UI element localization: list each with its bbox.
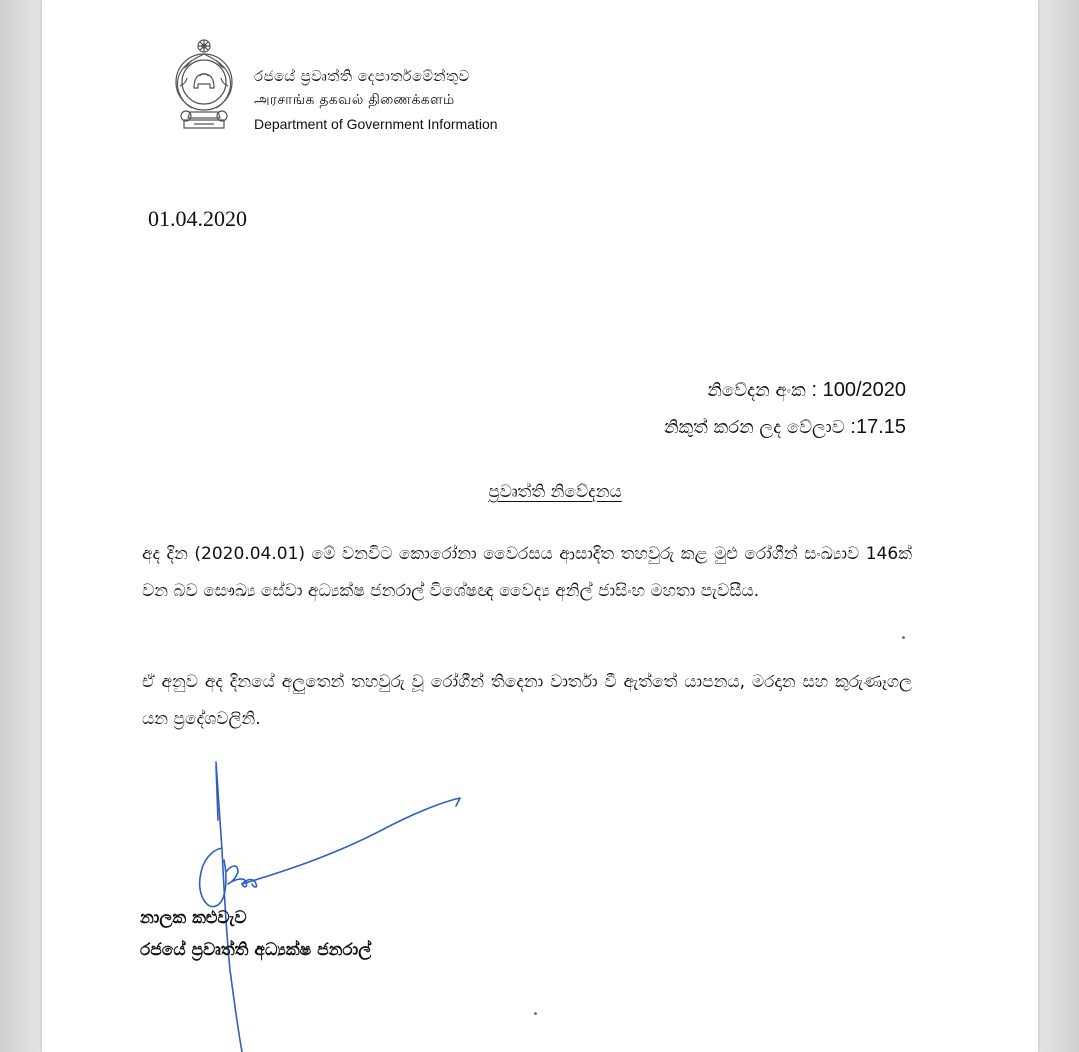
document-page bbox=[42, 0, 1038, 1052]
issued-time-value: :17.15 bbox=[850, 416, 906, 438]
document-heading: ප්‍රවෘත්ති නිවේදනය bbox=[488, 482, 622, 502]
body-paragraph-2: ඒ අනුව අද දිනයේ අලුතෙන් තහවුරු වූ රෝගීන් තිදෙනා වාර්තා වී ඇත්තේ යාපනය, මරදාන සහ කුරුණෑගල යන ප්‍රදේශවලිනි. bbox=[142, 672, 912, 729]
release-number-value: : 100/2020 bbox=[811, 379, 906, 401]
letterhead-sinhala: රජයේ ප්‍රවෘත්ති දෙපාර්තමේන්තුව bbox=[254, 67, 470, 85]
signer-title: රජයේ ප්‍රවෘත්ති අධ්‍යක්ෂ ජනරාල් bbox=[140, 940, 372, 960]
issued-time-row bbox=[664, 409, 906, 446]
issued-time-label: නිකුත් කරන ලද වේලාව bbox=[664, 417, 845, 438]
release-number-label: නිවේදන අංක bbox=[707, 380, 806, 401]
signer-block bbox=[140, 902, 371, 966]
sri-lanka-emblem-icon bbox=[170, 38, 238, 134]
signer-name: නාලක කළුවැව bbox=[140, 908, 247, 928]
document-heading-wrap bbox=[42, 482, 1038, 502]
release-meta bbox=[664, 372, 906, 446]
document-date: 01.04.2020 bbox=[148, 206, 247, 231]
release-number-row bbox=[664, 372, 906, 409]
body-paragraph-1: අද දින (2020.04.01) මේ වනවිට කොරෝනා වෛරසය ආසාදිත තහවුරු කළ මුළු රෝගීන් සංඛ්‍යාව 146ක් වන බව සෞඛ්‍ය සේවා අධ්‍යක්ෂ ජනරාල් විශේෂඥ වෛද්‍ය අනිල් ජාසිංහ මහතා පැවසීය. bbox=[142, 544, 912, 601]
letterhead-english: Department of Government Information bbox=[254, 116, 498, 132]
letterhead-tamil: அரசாங்க தகவல் திணைக்களம் bbox=[254, 92, 455, 108]
scan-speck bbox=[902, 636, 905, 639]
scan-speck bbox=[534, 1012, 537, 1015]
letterhead bbox=[170, 38, 590, 138]
